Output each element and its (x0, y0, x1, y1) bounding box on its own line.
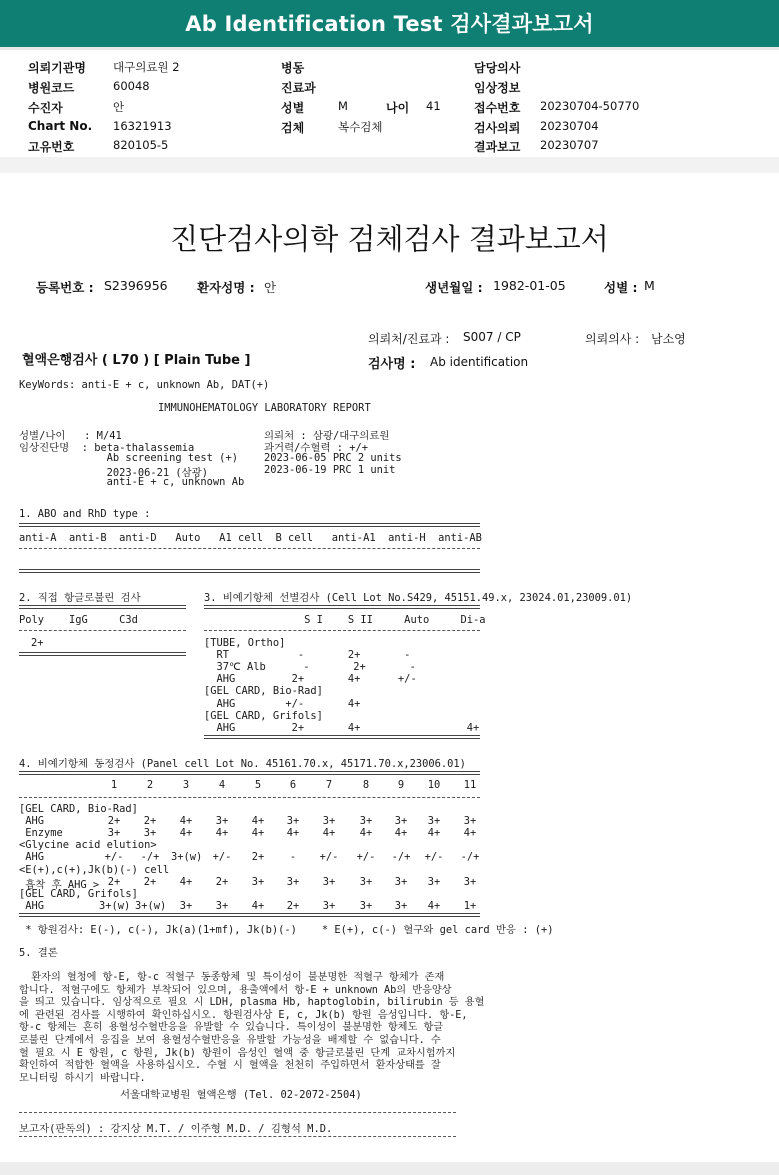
panel-result-value: 4+ (251, 815, 265, 828)
info-row (28, 79, 268, 97)
panel-result-value: 3+ (359, 875, 373, 888)
sec1-rule-mid (19, 548, 480, 549)
conclusion-line: 에 관련된 검사를 시행하여 확인하십시오. 항원검사상 E, c, Jk(b) 항원 음성입니다. 항-E, (19, 1009, 468, 1021)
panel-result-value: 3+ (322, 899, 336, 912)
panel-result-value: 3+ (463, 815, 477, 828)
panel-result-value: 4+ (427, 899, 441, 912)
info-label: 성별 (281, 101, 305, 115)
panel-row-label: <Glycine acid elution> (19, 839, 157, 852)
sex-label: 성별 : (604, 280, 638, 295)
reporter-rule-bottom (19, 1136, 456, 1137)
panel-result-value: 3+ (179, 899, 193, 912)
info-value: 60048 (113, 79, 150, 93)
info-row (28, 59, 268, 77)
report-title: 진단검사의학 검체검사 결과보고서 (170, 222, 609, 256)
screening-result-line: AHG +/- 4+ (204, 697, 361, 710)
antigen-note: * 항원검사: E(-), c(-), Jk(a)(1+mf), Jk(b)(-) * E(+), c(-) 혈구와 gel card 반응 : (+) (19, 924, 554, 936)
info-row (28, 99, 268, 117)
panel-result-value: 2+ (215, 875, 229, 888)
panel-result-value: 3+ (427, 875, 441, 888)
sec3-rule-bottom (204, 735, 480, 739)
panel-cell-number: 9 (397, 779, 405, 791)
panel-cell-number: 10 (427, 779, 441, 791)
info-label: 수진자 (28, 101, 63, 115)
panel-result-value: 3+ (143, 827, 157, 840)
panel-result-value: 3+ (322, 815, 336, 828)
panel-result-value: -/+ (391, 851, 411, 864)
exam-name-label: 검사명 : (368, 357, 416, 372)
age-value: 41 (426, 99, 441, 113)
panel-result-value: 2+ (143, 875, 157, 888)
panel-result-value: 3+ (286, 875, 300, 888)
banner-title: Ab Identification Test 검사결과보고서 (185, 12, 594, 36)
info-label: 의뢰기관명 (28, 61, 86, 75)
panel-result-value: 3+ (322, 875, 336, 888)
panel-result-value: 4+ (179, 815, 193, 828)
sec4-rule-top (19, 771, 480, 775)
sec4-rule-bottom (19, 913, 480, 917)
panel-result-value: 2+ (286, 899, 300, 912)
panel-cell-number: 5 (254, 779, 262, 791)
panel-result-value: 4+ (286, 827, 300, 840)
panel-result-value: 2+ (107, 875, 121, 888)
panel-result-value: +/- (104, 851, 124, 864)
screening-result-line: RT - 2+ - (204, 649, 411, 662)
info-label: 검사의뢰 (474, 121, 521, 135)
panel-result-value: 3+ (251, 875, 265, 888)
panel-result-value: 3+ (427, 815, 441, 828)
panel-result-value: +/- (424, 851, 444, 864)
info-row (474, 119, 764, 137)
dept-value: S007 / CP (463, 330, 521, 344)
clinical-info-line: 성별/나이 : M/41 (19, 430, 122, 442)
info-label: 검체 (281, 121, 305, 135)
info-label: 병동 (281, 61, 305, 75)
panel-result-value: 1+ (463, 899, 477, 912)
patient-label: 환자성명 : (197, 280, 255, 295)
history-info-line: 과거력/수혈력 : +/+ (264, 442, 369, 455)
page-footer-strip (0, 1162, 779, 1175)
panel-result-value: 3+(w) (99, 899, 131, 912)
info-row (474, 79, 764, 97)
info-value: 대구의료원 2 (113, 60, 180, 74)
panel-result-value: 4+ (394, 827, 408, 840)
panel-cell-number: 6 (289, 779, 297, 791)
panel-result-value: 4+ (179, 875, 193, 888)
panel-result-value: +/- (319, 851, 339, 864)
panel-result-value: 4+ (322, 827, 336, 840)
info-label: 병원코드 (28, 81, 75, 95)
panel-result-value: 3+ (359, 899, 373, 912)
screening-result-line: 37℃ Alb - 2+ - (204, 661, 416, 674)
info-label: Chart No. (28, 119, 93, 133)
sec2-rule-mid (19, 630, 186, 631)
info-value: 16321913 (113, 119, 172, 133)
panel-result-value: -/+ (140, 851, 160, 864)
patient-value: 안 (264, 280, 277, 295)
reg-label: 등록번호 : (36, 280, 94, 295)
info-row (28, 138, 268, 156)
panel-result-value: 3+(w) (171, 851, 203, 864)
conclusion-line: 을 띄고 있습니다. 임상적으로 필요 시 LDH, plasma Hb, haptoglobin, bilirubin 등 용혈 (19, 997, 485, 1009)
info-row-age (386, 99, 456, 117)
info-label: 고유번호 (28, 140, 75, 154)
sec1-rule-bottom (19, 569, 480, 573)
panel-row-label: AHG (19, 815, 45, 828)
conclusion-line: 확인하여 적합한 혈액을 사용하십시오. 수혈 시 혈액을 천천히 주입하면서 환자상태를 잘 (19, 1060, 441, 1072)
panel-result-value: 2+ (143, 815, 157, 828)
sec2-rule-top (19, 605, 186, 609)
conclusion-line: 항-c 항체는 흔히 용혈성수혈반응을 유발할 수 있습니다. 특이성이 불분명한 항체도 항글 (19, 1022, 444, 1034)
keywords: KeyWords: anti-E + c, unknown Ab, DAT(+) (19, 379, 270, 391)
sec1-header: anti-A anti-B anti-D Auto A1 cell B cell anti-A1 anti-H anti-AB (19, 532, 482, 544)
panel-row-label: AHG (19, 899, 45, 912)
sec2-title: 2. 직접 항글로불린 검사 (19, 592, 141, 604)
info-value: 20230704-50770 (540, 99, 640, 113)
history-info-line: 의뢰처 : 삼광/대구의료원 (264, 430, 390, 442)
panel-result-value: 2+ (107, 815, 121, 828)
blood-bank-line: 서울대학교병원 혈액은행 (Tel. 02-2072-2504) (120, 1089, 362, 1101)
panel-result-value: 4+ (251, 827, 265, 840)
info-row (28, 119, 268, 137)
info-label: 임상정보 (474, 81, 521, 95)
panel-result-value: 3+ (394, 899, 408, 912)
reg-value: S2396956 (104, 278, 168, 293)
screening-result-line: [GEL CARD, Grifols] (204, 709, 323, 722)
info-row (474, 59, 764, 77)
panel-result-value: 3+ (359, 815, 373, 828)
info-label: 결과보고 (474, 140, 521, 154)
dob-label: 생년월일 : (425, 280, 483, 295)
history-info-line: 2023-06-05 PRC 2 units (264, 451, 402, 464)
panel-result-value: 4+ (463, 827, 477, 840)
conclusion-line: 로불린 단계에서 응집을 보여 용혈성수혈반응을 유발할 가능성을 배제할 수 없습니다. 수 (19, 1035, 441, 1046)
panel-result-value: 4+ (179, 827, 193, 840)
panel-result-value: +/- (212, 851, 232, 864)
info-value: M (338, 99, 348, 113)
panel-cell-number: 7 (325, 779, 333, 791)
sec3-header: S I S II Auto Di-a (204, 614, 486, 626)
info-row (474, 138, 764, 156)
conclusion-line: 혈 필요 시 E 항원, c 항원, Jk(b) 항원이 음성인 혈액 중 항글로불린 단계 교차시험까지 (19, 1047, 456, 1059)
sec2-value: 2+ (31, 637, 44, 649)
doctor-label: 의뢰의사 : (585, 332, 640, 346)
info-value: 복수검체 (338, 120, 383, 134)
panel-result-value: -/+ (460, 851, 480, 864)
panel-result-value: 4+ (427, 827, 441, 840)
panel-result-value: 4+ (359, 827, 373, 840)
info-label: 담당의사 (474, 61, 521, 75)
section-gap (0, 157, 779, 173)
conclusion-line: 합니다. 적혈구에도 항체가 부착되어 있으며, 용출액에서 항-E + unknown Ab의 반응양상 (19, 984, 452, 996)
info-label: 접수번호 (474, 101, 521, 115)
test-title: 혈액은행검사 ( L70 ) [ Plain Tube ] (22, 353, 251, 368)
panel-row-label: 흡착 후 AHG > (19, 878, 100, 891)
history-info-line: 2023-06-19 PRC 1 unit (264, 463, 396, 476)
info-value: 20230707 (540, 138, 599, 152)
info-row (281, 59, 461, 77)
panel-row-label: [GEL CARD, Bio-Rad] (19, 803, 138, 815)
panel-row-label: <E(+),c(+),Jk(b)(-) cell (19, 863, 170, 876)
info-value: 안 (113, 100, 125, 114)
age-label: 나이 (386, 101, 410, 115)
panel-row-label: AHG (19, 851, 45, 864)
info-row (281, 119, 461, 137)
dob-value: 1982-01-05 (493, 278, 566, 293)
panel-cell-number: 2 (146, 779, 154, 791)
panel-cell-number: 1 (110, 779, 118, 791)
report-banner (0, 0, 779, 50)
panel-result-value: - (289, 851, 297, 864)
sec5-title: 5. 결론 (19, 947, 58, 959)
panel-result-value: 3+ (463, 875, 477, 888)
screening-result-line: AHG 2+ 4+ 4+ (204, 721, 480, 734)
sec1-title: 1. ABO and RhD type : (19, 508, 151, 520)
panel-cell-number: 8 (362, 779, 370, 791)
conclusion-line: 모니터링 하시기 바랍니다. (19, 1072, 146, 1084)
scanned-report (0, 173, 779, 1162)
conclusion-line: 환자의 혈청에 항-E, 항-c 적혈구 동종항체 및 특이성이 불분명한 적혈구 항체가 존재 (19, 972, 445, 983)
clinical-info-line: 임상진단명 : beta-thalassemia (19, 442, 195, 455)
sec4-rule-mid (19, 797, 480, 798)
panel-result-value: 3+ (394, 875, 408, 888)
sec3-title: 3. 비예기항체 선별검사 (Cell Lot No.S429, 45151.49.x, 23024.01,23009.01) (204, 592, 633, 604)
clinical-info-line: anti-E + c, unknown Ab (19, 476, 245, 489)
panel-cell-number: 4 (218, 779, 226, 791)
clinical-info-line: Ab screening test (+) (19, 451, 238, 464)
doctor-value: 남소영 (651, 332, 686, 346)
panel-result-value: 3+(w) (135, 899, 167, 912)
sec2-rule-bottom (19, 652, 186, 656)
sec3-rule-mid (204, 630, 480, 631)
panel-result-value: 3+ (215, 899, 229, 912)
screening-result-line: AHG 2+ 4+ +/- (204, 673, 417, 686)
panel-result-value: 4+ (215, 827, 229, 840)
info-label: 진료과 (281, 81, 316, 95)
clinical-info-line: 2023-06-21 (삼광) (19, 466, 208, 479)
info-value: 20230704 (540, 119, 599, 133)
panel-result-value: 2+ (251, 851, 265, 864)
sec3-rule-top (204, 605, 480, 609)
info-row (474, 99, 764, 117)
sex-value: M (644, 278, 655, 293)
dept-label: 의뢰처/진료과 : (368, 332, 450, 346)
panel-result-value: 3+ (286, 815, 300, 828)
panel-result-value: 4+ (251, 899, 265, 912)
sec1-rule-top (19, 523, 480, 527)
sec4-title: 4. 비예기항체 동정검사 (Panel cell Lot No. 45161.70.x, 45171.70.x,23006.01) (19, 758, 466, 770)
panel-row-label: Enzyme (19, 827, 63, 840)
reporter-rule-top (19, 1112, 456, 1113)
panel-result-value: +/- (356, 851, 376, 864)
reporter-line: 보고자(판독의) : 강지상 M.T. / 이주형 M.D. / 김형석 M.D. (19, 1123, 333, 1135)
panel-result-value: 3+ (215, 815, 229, 828)
panel-cell-number: 3 (182, 779, 190, 791)
screening-result-line: [TUBE, Ortho] (204, 637, 286, 649)
exam-name-value: Ab identification (430, 355, 529, 369)
panel-result-value: 3+ (107, 827, 121, 840)
info-row (281, 79, 461, 97)
sec2-header: Poly IgG C3d (19, 614, 138, 626)
lab-title: IMMUNOHEMATOLOGY LABORATORY REPORT (158, 402, 371, 414)
panel-cell-number: 11 (463, 779, 477, 791)
panel-result-value: 3+ (394, 815, 408, 828)
info-value: 820105-5 (113, 138, 169, 152)
screening-result-line: [GEL CARD, Bio-Rad] (204, 685, 323, 698)
panel-row-label: [GEL CARD, Grifols] (19, 887, 138, 900)
